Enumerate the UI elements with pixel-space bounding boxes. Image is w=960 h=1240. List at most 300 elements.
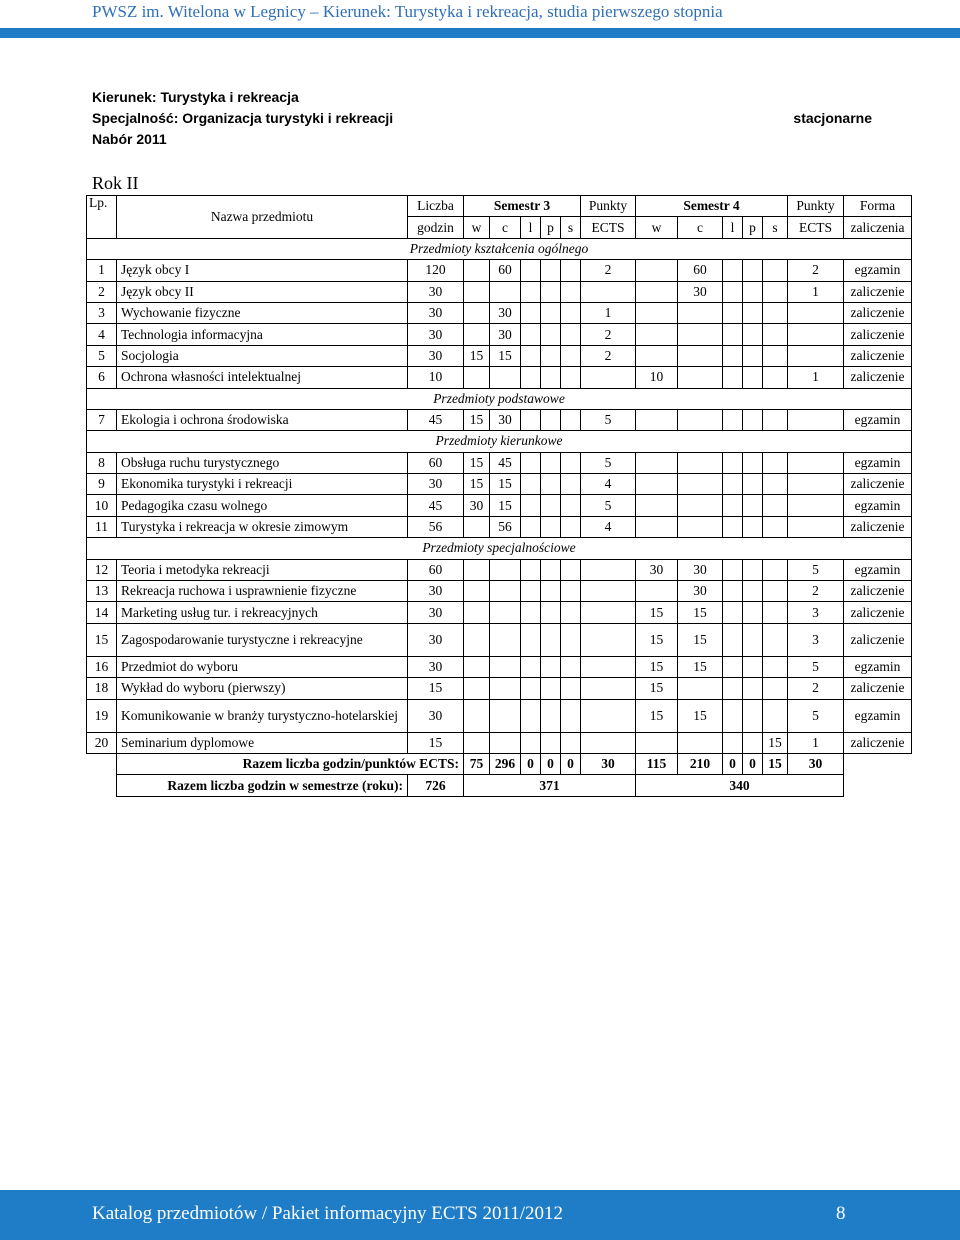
cell-s4-p bbox=[743, 474, 763, 495]
cell-s4-p bbox=[743, 281, 763, 302]
cell-s4-c bbox=[678, 324, 723, 345]
cell-lp: 11 bbox=[87, 516, 117, 537]
cell-s3-c: 15 bbox=[490, 345, 521, 366]
cell-s4-s: 15 bbox=[763, 732, 788, 753]
col-hours-subheader: godzin bbox=[408, 217, 464, 238]
cell-s3-s bbox=[561, 656, 581, 677]
cell-name: Komunikowanie w branży turystyczno-hotelarskiej bbox=[117, 699, 408, 732]
cell-s3-ects: 4 bbox=[581, 516, 636, 537]
sem3-s: s bbox=[561, 217, 581, 238]
cell-hours: 30 bbox=[408, 623, 464, 656]
cell-s3-p bbox=[541, 452, 561, 473]
total-s3-c: 296 bbox=[490, 753, 521, 774]
cell-s3-s bbox=[561, 623, 581, 656]
cell-form: zaliczenie bbox=[844, 302, 912, 323]
cell-s4-p bbox=[743, 409, 763, 430]
cell-s3-ects bbox=[581, 732, 636, 753]
cell-s4-p bbox=[743, 302, 763, 323]
cell-lp: 12 bbox=[87, 559, 117, 580]
cell-s3-s bbox=[561, 260, 581, 281]
cell-s4-s bbox=[763, 559, 788, 580]
cell-s3-l bbox=[521, 623, 541, 656]
cell-s3-c bbox=[490, 678, 521, 699]
cell-name: Ochrona własności intelektualnej bbox=[117, 367, 408, 388]
cell-s4-ects bbox=[788, 302, 844, 323]
cell-s4-l bbox=[723, 678, 743, 699]
cell-s4-c: 15 bbox=[678, 623, 723, 656]
cell-s3-p bbox=[541, 495, 561, 516]
cell-s4-ects: 1 bbox=[788, 367, 844, 388]
cell-s3-p bbox=[541, 699, 561, 732]
cell-s4-ects: 5 bbox=[788, 699, 844, 732]
cell-s4-p bbox=[743, 656, 763, 677]
cell-s4-c: 15 bbox=[678, 602, 723, 623]
header-rule bbox=[0, 28, 960, 38]
cell-hours: 30 bbox=[408, 474, 464, 495]
cell-s3-l bbox=[521, 324, 541, 345]
study-mode: stacjonarne bbox=[793, 110, 872, 126]
cell-s3-ects: 5 bbox=[581, 452, 636, 473]
cell-s3-s bbox=[561, 474, 581, 495]
cell-s4-ects bbox=[788, 409, 844, 430]
cell-s3-c bbox=[490, 281, 521, 302]
semester3-header: Semestr 3 bbox=[464, 196, 581, 217]
cell-s3-p bbox=[541, 581, 561, 602]
semester4-total: 340 bbox=[636, 775, 844, 796]
cell-s3-s bbox=[561, 409, 581, 430]
cell-hours: 45 bbox=[408, 495, 464, 516]
cell-s3-c: 45 bbox=[490, 452, 521, 473]
cell-s3-w bbox=[464, 678, 490, 699]
total-s3-p: 0 bbox=[541, 753, 561, 774]
cell-name: Pedagogika czasu wolnego bbox=[117, 495, 408, 516]
cell-lp: 2 bbox=[87, 281, 117, 302]
cell-s3-ects: 2 bbox=[581, 260, 636, 281]
cell-s3-l bbox=[521, 732, 541, 753]
cell-s4-c: 15 bbox=[678, 699, 723, 732]
cell-hours: 30 bbox=[408, 699, 464, 732]
total-s3-w: 75 bbox=[464, 753, 490, 774]
empty-cell bbox=[844, 775, 912, 796]
cell-s4-s bbox=[763, 281, 788, 302]
cell-s3-l bbox=[521, 281, 541, 302]
sem3-w: w bbox=[464, 217, 490, 238]
cell-s4-ects: 1 bbox=[788, 732, 844, 753]
cell-s3-s bbox=[561, 495, 581, 516]
sem4-c: c bbox=[678, 217, 723, 238]
cell-s3-c bbox=[490, 602, 521, 623]
table-row bbox=[87, 324, 912, 345]
cell-s3-s bbox=[561, 302, 581, 323]
cell-s4-s bbox=[763, 495, 788, 516]
cell-s4-w bbox=[636, 324, 678, 345]
sem4-w: w bbox=[636, 217, 678, 238]
cell-form: zaliczenie bbox=[844, 345, 912, 366]
cell-s4-c: 30 bbox=[678, 281, 723, 302]
cell-s4-ects bbox=[788, 324, 844, 345]
cell-s4-p bbox=[743, 602, 763, 623]
cell-s4-w: 10 bbox=[636, 367, 678, 388]
col-lp-header: Lp. bbox=[87, 196, 117, 239]
cell-lp: 6 bbox=[87, 367, 117, 388]
cell-form: zaliczenie bbox=[844, 516, 912, 537]
section-row bbox=[87, 538, 912, 559]
total-s4-ects: 30 bbox=[788, 753, 844, 774]
cell-s3-w: 15 bbox=[464, 409, 490, 430]
cell-s4-l bbox=[723, 281, 743, 302]
cell-s4-l bbox=[723, 602, 743, 623]
cell-form: egzamin bbox=[844, 495, 912, 516]
cell-hours: 30 bbox=[408, 302, 464, 323]
cell-s4-s bbox=[763, 409, 788, 430]
cell-s3-w bbox=[464, 260, 490, 281]
empty-cell bbox=[844, 753, 912, 774]
cell-s3-w: 15 bbox=[464, 474, 490, 495]
col-name-header: Nazwa przedmiotu bbox=[117, 196, 408, 239]
header-title: PWSZ im. Witelona w Legnicy – Kierunek: Turystyka i rekreacja, studia pierwszego stopnia bbox=[92, 2, 723, 21]
cell-name: Język obcy II bbox=[117, 281, 408, 302]
sem3-l: l bbox=[521, 217, 541, 238]
cell-s4-w bbox=[636, 732, 678, 753]
cell-s3-s bbox=[561, 367, 581, 388]
sem3-p: p bbox=[541, 217, 561, 238]
cell-s4-p bbox=[743, 623, 763, 656]
cell-form: egzamin bbox=[844, 699, 912, 732]
cell-name: Rekreacja ruchowa i usprawnienie fizyczne bbox=[117, 581, 408, 602]
cell-form: egzamin bbox=[844, 656, 912, 677]
cell-lp: 14 bbox=[87, 602, 117, 623]
col-points3-header: Punkty bbox=[581, 196, 636, 217]
curriculum-table bbox=[86, 195, 912, 797]
cell-s4-ects bbox=[788, 495, 844, 516]
intake-year: Nabór 2011 bbox=[92, 131, 167, 147]
cell-form: zaliczenie bbox=[844, 281, 912, 302]
sem3-c: c bbox=[490, 217, 521, 238]
cell-s4-ects: 3 bbox=[788, 623, 844, 656]
cell-s4-l bbox=[723, 516, 743, 537]
empty-cell bbox=[87, 775, 117, 796]
cell-s3-c: 56 bbox=[490, 516, 521, 537]
cell-s3-c bbox=[490, 559, 521, 580]
cell-s4-c: 60 bbox=[678, 260, 723, 281]
cell-s4-s bbox=[763, 623, 788, 656]
cell-s3-ects: 2 bbox=[581, 345, 636, 366]
total-s4-p: 0 bbox=[743, 753, 763, 774]
cell-s4-c bbox=[678, 345, 723, 366]
cell-s3-l bbox=[521, 602, 541, 623]
header-row-1 bbox=[87, 196, 912, 217]
cell-s3-c bbox=[490, 656, 521, 677]
cell-name: Wykład do wyboru (pierwszy) bbox=[117, 678, 408, 699]
col-form-subheader: zaliczenia bbox=[844, 217, 912, 238]
page-number: 8 bbox=[836, 1203, 846, 1224]
semester3-total: 371 bbox=[464, 775, 636, 796]
table-row bbox=[87, 559, 912, 580]
cell-s4-l bbox=[723, 656, 743, 677]
cell-form: zaliczenie bbox=[844, 581, 912, 602]
table-row bbox=[87, 409, 912, 430]
section-row bbox=[87, 238, 912, 259]
totals-row bbox=[87, 753, 912, 774]
cell-form: egzamin bbox=[844, 452, 912, 473]
cell-s4-p bbox=[743, 732, 763, 753]
cell-s4-w bbox=[636, 495, 678, 516]
cell-s4-ects: 2 bbox=[788, 260, 844, 281]
cell-hours: 30 bbox=[408, 656, 464, 677]
cell-s3-w bbox=[464, 656, 490, 677]
cell-s3-ects bbox=[581, 678, 636, 699]
cell-s4-s bbox=[763, 602, 788, 623]
cell-s3-ects: 2 bbox=[581, 324, 636, 345]
total-s4-l: 0 bbox=[723, 753, 743, 774]
sem3-ects: ECTS bbox=[581, 217, 636, 238]
cell-s3-ects: 5 bbox=[581, 495, 636, 516]
cell-hours: 10 bbox=[408, 367, 464, 388]
page-header bbox=[0, 0, 960, 26]
cell-s3-c bbox=[490, 699, 521, 732]
cell-s4-p bbox=[743, 699, 763, 732]
total-s3-s: 0 bbox=[561, 753, 581, 774]
cell-s4-ects: 5 bbox=[788, 559, 844, 580]
cell-s3-l bbox=[521, 699, 541, 732]
semester-totals-row bbox=[87, 775, 912, 796]
cell-s3-s bbox=[561, 699, 581, 732]
cell-s3-p bbox=[541, 516, 561, 537]
cell-s4-c bbox=[678, 474, 723, 495]
table-row bbox=[87, 367, 912, 388]
cell-s4-ects: 2 bbox=[788, 678, 844, 699]
cell-form: zaliczenie bbox=[844, 678, 912, 699]
table-row bbox=[87, 345, 912, 366]
cell-name: Seminarium dyplomowe bbox=[117, 732, 408, 753]
cell-hours: 30 bbox=[408, 345, 464, 366]
cell-name: Obsługa ruchu turystycznego bbox=[117, 452, 408, 473]
cell-s3-w bbox=[464, 324, 490, 345]
cell-s4-l bbox=[723, 623, 743, 656]
cell-form: zaliczenie bbox=[844, 623, 912, 656]
cell-s4-s bbox=[763, 699, 788, 732]
specialization: Specjalność: Organizacja turystyki i rekreacji bbox=[92, 110, 394, 126]
cell-s4-l bbox=[723, 474, 743, 495]
cell-s4-w bbox=[636, 345, 678, 366]
table-row bbox=[87, 656, 912, 677]
year-total: 726 bbox=[408, 775, 464, 796]
cell-s4-s bbox=[763, 516, 788, 537]
cell-s3-p bbox=[541, 345, 561, 366]
cell-s3-s bbox=[561, 732, 581, 753]
cell-lp: 8 bbox=[87, 452, 117, 473]
cell-s4-ects: 2 bbox=[788, 581, 844, 602]
table-row bbox=[87, 602, 912, 623]
section-title: Przedmioty kształcenia ogólnego bbox=[87, 238, 912, 259]
cell-name: Język obcy I bbox=[117, 260, 408, 281]
cell-s3-p bbox=[541, 302, 561, 323]
cell-s4-l bbox=[723, 324, 743, 345]
section-row bbox=[87, 431, 912, 452]
cell-hours: 30 bbox=[408, 324, 464, 345]
cell-s3-l bbox=[521, 452, 541, 473]
cell-name: Ekologia i ochrona środowiska bbox=[117, 409, 408, 430]
cell-s4-l bbox=[723, 367, 743, 388]
cell-s4-w bbox=[636, 581, 678, 602]
cell-s3-s bbox=[561, 602, 581, 623]
cell-s4-p bbox=[743, 260, 763, 281]
cell-s3-s bbox=[561, 452, 581, 473]
cell-s3-c: 15 bbox=[490, 495, 521, 516]
cell-s4-s bbox=[763, 367, 788, 388]
cell-s4-ects: 1 bbox=[788, 281, 844, 302]
cell-s4-p bbox=[743, 452, 763, 473]
cell-s4-s bbox=[763, 324, 788, 345]
cell-s3-ects bbox=[581, 559, 636, 580]
cell-s3-p bbox=[541, 678, 561, 699]
cell-s3-ects: 5 bbox=[581, 409, 636, 430]
cell-s3-s bbox=[561, 678, 581, 699]
cell-lp: 4 bbox=[87, 324, 117, 345]
cell-s3-w bbox=[464, 602, 490, 623]
cell-s3-w: 30 bbox=[464, 495, 490, 516]
footer-text: Katalog przedmiotów / Pakiet informacyjny ECTS 2011/2012 bbox=[92, 1203, 564, 1224]
cell-lp: 9 bbox=[87, 474, 117, 495]
cell-s3-w bbox=[464, 559, 490, 580]
cell-form: zaliczenie bbox=[844, 732, 912, 753]
total-s3-l: 0 bbox=[521, 753, 541, 774]
cell-s3-l bbox=[521, 656, 541, 677]
cell-form: zaliczenie bbox=[844, 474, 912, 495]
cell-s3-p bbox=[541, 559, 561, 580]
sem4-s: s bbox=[763, 217, 788, 238]
cell-s3-ects bbox=[581, 581, 636, 602]
cell-s4-l bbox=[723, 345, 743, 366]
cell-s4-s bbox=[763, 678, 788, 699]
cell-s4-c: 30 bbox=[678, 559, 723, 580]
cell-s4-c bbox=[678, 302, 723, 323]
cell-s3-ects: 4 bbox=[581, 474, 636, 495]
cell-s4-w bbox=[636, 409, 678, 430]
section-title: Przedmioty specjalnościowe bbox=[87, 538, 912, 559]
cell-s4-s bbox=[763, 581, 788, 602]
cell-lp: 7 bbox=[87, 409, 117, 430]
year-heading: Rok II bbox=[92, 173, 139, 193]
cell-lp: 20 bbox=[87, 732, 117, 753]
table-row bbox=[87, 281, 912, 302]
cell-lp: 13 bbox=[87, 581, 117, 602]
section-title: Przedmioty podstawowe bbox=[87, 388, 912, 409]
cell-s3-c: 60 bbox=[490, 260, 521, 281]
cell-s3-s bbox=[561, 345, 581, 366]
cell-s4-w: 15 bbox=[636, 602, 678, 623]
cell-s3-l bbox=[521, 559, 541, 580]
cell-s4-l bbox=[723, 452, 743, 473]
cell-s4-s bbox=[763, 656, 788, 677]
cell-s3-l bbox=[521, 495, 541, 516]
cell-s4-w bbox=[636, 516, 678, 537]
section-row bbox=[87, 388, 912, 409]
cell-s4-w: 15 bbox=[636, 656, 678, 677]
cell-s3-p bbox=[541, 474, 561, 495]
cell-s3-c bbox=[490, 367, 521, 388]
cell-hours: 120 bbox=[408, 260, 464, 281]
cell-name: Zagospodarowanie turystyczne i rekreacyjne bbox=[117, 623, 408, 656]
cell-s4-l bbox=[723, 260, 743, 281]
cell-s4-l bbox=[723, 559, 743, 580]
cell-s3-l bbox=[521, 302, 541, 323]
col-points4-header: Punkty bbox=[788, 196, 844, 217]
cell-s3-w bbox=[464, 367, 490, 388]
cell-s4-w bbox=[636, 281, 678, 302]
cell-form: egzamin bbox=[844, 409, 912, 430]
cell-s4-s bbox=[763, 302, 788, 323]
cell-s4-ects bbox=[788, 474, 844, 495]
cell-s4-p bbox=[743, 581, 763, 602]
cell-s3-l bbox=[521, 581, 541, 602]
cell-s3-l bbox=[521, 409, 541, 430]
cell-lp: 18 bbox=[87, 678, 117, 699]
cell-s4-ects bbox=[788, 345, 844, 366]
cell-s4-c bbox=[678, 409, 723, 430]
cell-s4-ects bbox=[788, 452, 844, 473]
cell-s3-l bbox=[521, 678, 541, 699]
cell-s3-ects bbox=[581, 656, 636, 677]
cell-s4-ects bbox=[788, 516, 844, 537]
cell-s3-p bbox=[541, 281, 561, 302]
cell-lp: 3 bbox=[87, 302, 117, 323]
table-row bbox=[87, 260, 912, 281]
cell-s3-p bbox=[541, 732, 561, 753]
cell-s3-ects bbox=[581, 623, 636, 656]
cell-s3-c bbox=[490, 623, 521, 656]
cell-s3-c bbox=[490, 732, 521, 753]
cell-s4-ects: 5 bbox=[788, 656, 844, 677]
cell-hours: 15 bbox=[408, 678, 464, 699]
total-s3-ects: 30 bbox=[581, 753, 636, 774]
cell-s4-p bbox=[743, 495, 763, 516]
col-hours-header: Liczba bbox=[408, 196, 464, 217]
cell-hours: 30 bbox=[408, 581, 464, 602]
table-row bbox=[87, 516, 912, 537]
cell-form: egzamin bbox=[844, 559, 912, 580]
cell-s3-s bbox=[561, 516, 581, 537]
cell-s3-w bbox=[464, 281, 490, 302]
cell-lp: 5 bbox=[87, 345, 117, 366]
cell-s4-c bbox=[678, 516, 723, 537]
cell-s3-p bbox=[541, 623, 561, 656]
table-row bbox=[87, 732, 912, 753]
cell-hours: 45 bbox=[408, 409, 464, 430]
field-of-study: Kierunek: Turystyka i rekreacja bbox=[92, 89, 299, 105]
cell-s3-w bbox=[464, 623, 490, 656]
cell-s3-p bbox=[541, 260, 561, 281]
total-s4-c: 210 bbox=[678, 753, 723, 774]
col-form-header: Forma bbox=[844, 196, 912, 217]
cell-s4-c bbox=[678, 732, 723, 753]
cell-s3-w: 15 bbox=[464, 452, 490, 473]
cell-s3-p bbox=[541, 656, 561, 677]
total-s4-s: 15 bbox=[763, 753, 788, 774]
cell-form: egzamin bbox=[844, 260, 912, 281]
cell-lp: 10 bbox=[87, 495, 117, 516]
table-row bbox=[87, 581, 912, 602]
cell-s3-w bbox=[464, 302, 490, 323]
cell-s4-s bbox=[763, 474, 788, 495]
cell-s4-p bbox=[743, 516, 763, 537]
cell-s4-w: 15 bbox=[636, 623, 678, 656]
cell-s4-c: 30 bbox=[678, 581, 723, 602]
cell-s3-c: 30 bbox=[490, 302, 521, 323]
sem4-p: p bbox=[743, 217, 763, 238]
cell-s4-c: 15 bbox=[678, 656, 723, 677]
cell-s4-w bbox=[636, 452, 678, 473]
